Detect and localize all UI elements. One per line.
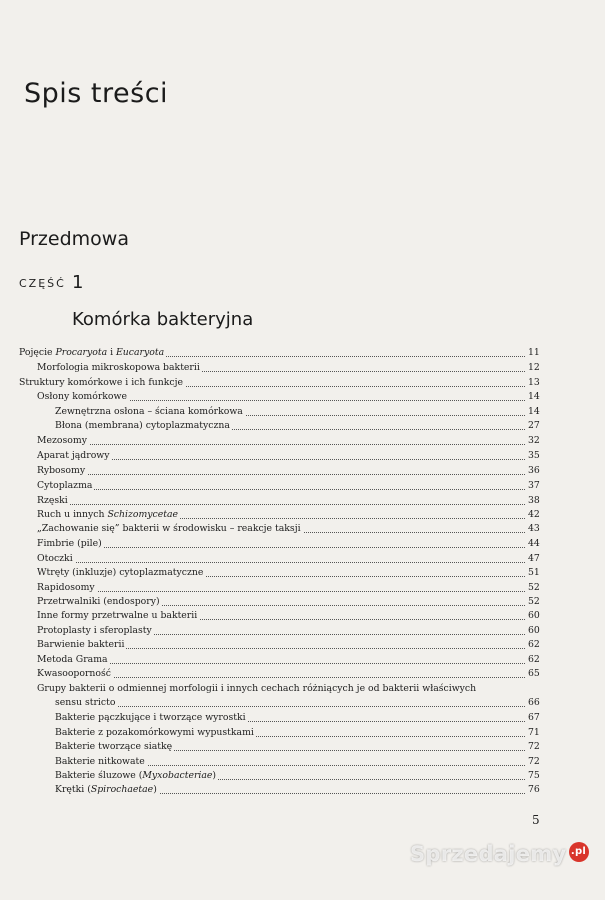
toc-entry: Bakterie śluzowe (Myxobacteriae) 75 (55, 770, 525, 782)
toc-page-number: 13 (528, 377, 540, 388)
toc-page-number: 32 (528, 435, 540, 446)
toc-page-number: 36 (528, 465, 540, 476)
toc-page-number: 14 (528, 391, 540, 402)
toc-entry: Rybosomy 36 (37, 465, 525, 477)
toc-entry: Ruch u innych Schizomycetae 42 (37, 509, 525, 521)
part-number: 1 (72, 272, 84, 293)
toc-entry: Błona (membrana) cytoplazmatyczna 27 (55, 420, 525, 432)
toc-entry: Barwienie bakterii 62 (37, 639, 525, 651)
toc-page-number: 66 (528, 697, 540, 708)
toc-entry: Osłony komórkowe 14 (37, 391, 525, 403)
toc-entry: Otoczki 47 (37, 553, 525, 565)
toc-entry: Rapidosomy 52 (37, 582, 525, 594)
toc-entry: Morfologia mikroskopowa bakterii 12 (37, 362, 525, 374)
toc-page-number: 52 (528, 582, 540, 593)
toc-page-number: 14 (528, 406, 540, 417)
toc-entry: Bakterie pączkujące i tworzące wyrostki 67 (55, 712, 525, 724)
toc-entry: „Zachowanie się” bakterii w środowisku – reakcje taksji 43 (37, 523, 525, 535)
toc-page-number: 72 (528, 741, 540, 752)
toc-page-number: 37 (528, 480, 540, 491)
toc-entry: Cytoplazma 37 (37, 480, 525, 492)
toc-page-number: 35 (528, 450, 540, 461)
toc-entry: Fimbrie (pile) 44 (37, 538, 525, 550)
watermark-text: Sprzedajemy (410, 842, 567, 866)
toc-page-number: 42 (528, 509, 540, 520)
preface-heading: Przedmowa (19, 228, 129, 250)
watermark-logo (410, 842, 589, 866)
toc-entry: Struktury komórkowe i ich funkcje 13 (19, 377, 525, 389)
toc-entry: Rzęski 38 (37, 495, 525, 507)
toc-entry: Bakterie z pozakomórkowymi wypustkami 71 (55, 727, 525, 739)
toc-page-number: 60 (528, 625, 540, 636)
toc-page-number: 60 (528, 610, 540, 621)
toc-entry: Pojęcie Procaryota i Eucaryota 11 (19, 347, 525, 359)
page-number: 5 (532, 813, 540, 827)
toc-page-number: 12 (528, 362, 540, 373)
toc-entry: Wtręty (inkluzje) cytoplazmatyczne 51 (37, 567, 525, 579)
toc-entry: Protoplasty i sferoplasty 60 (37, 625, 525, 637)
toc-entry: Metoda Grama 62 (37, 654, 525, 666)
toc-page-number: 67 (528, 712, 540, 723)
toc-entry: Grupy bakterii o odmiennej morfologii i innych cechach różniących je od bakterii właściwych (37, 683, 477, 694)
toc-page-number: 76 (528, 784, 540, 795)
part-label: CZĘŚĆ (19, 277, 66, 290)
toc-page-number: 43 (528, 523, 540, 534)
toc-page-number: 51 (528, 567, 540, 578)
toc-page-number: 44 (528, 538, 540, 549)
toc-entry: Mezosomy 32 (37, 435, 525, 447)
toc-page-number: 52 (528, 596, 540, 607)
toc-page-number: 75 (528, 770, 540, 781)
toc-page-number: 62 (528, 639, 540, 650)
toc-page-number: 38 (528, 495, 540, 506)
toc-page-number: 11 (528, 347, 540, 358)
toc-entry: Zewnętrzna osłona – ściana komórkowa 14 (55, 406, 525, 418)
toc-page-number: 62 (528, 654, 540, 665)
toc-entry: Aparat jądrowy 35 (37, 450, 525, 462)
toc-entry: Bakterie nitkowate 72 (55, 756, 525, 768)
toc-page-number: 47 (528, 553, 540, 564)
toc-entry: Przetrwalniki (endospory) 52 (37, 596, 525, 608)
toc-entry: sensu stricto 66 (55, 697, 525, 709)
toc-page-number: 72 (528, 756, 540, 767)
toc-entry: Krętki (Spirochaetae) 76 (55, 784, 525, 796)
toc-page-number: 71 (528, 727, 540, 738)
toc-entry: Bakterie tworzące siatkę 72 (55, 741, 525, 753)
toc-entry: Inne formy przetrwalne u bakterii 60 (37, 610, 525, 622)
toc-page-number: 65 (528, 668, 540, 679)
toc-entry: Kwasooporność 65 (37, 668, 525, 680)
page-title: Spis treści (24, 78, 169, 109)
watermark-badge: .pl (569, 842, 589, 862)
part-title: Komórka bakteryjna (72, 309, 254, 330)
toc-page-number: 27 (528, 420, 540, 431)
